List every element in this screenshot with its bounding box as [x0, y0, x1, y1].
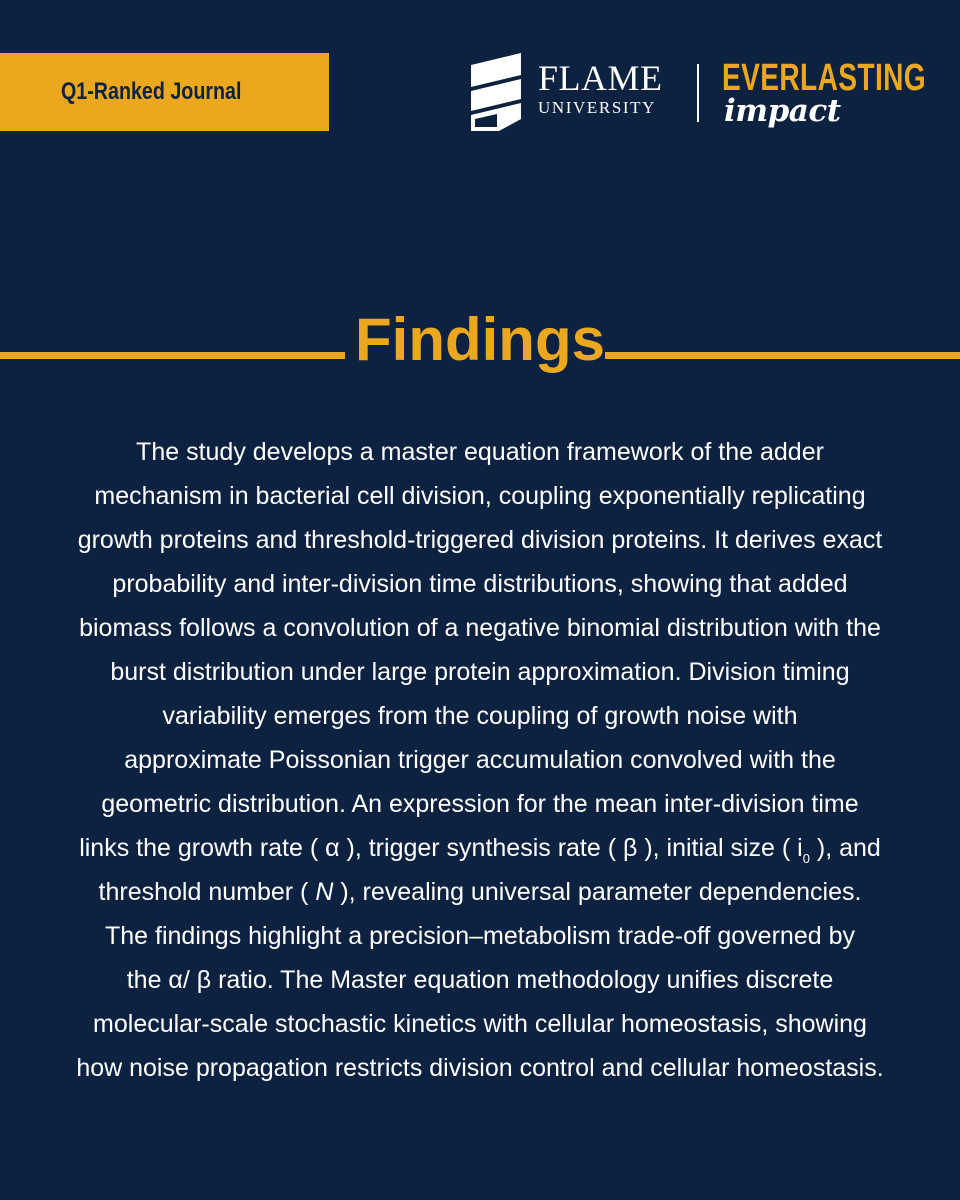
- paragraph-line: variability emerges from the coupling of growth noise with: [162, 702, 798, 730]
- paragraph-line: probability and inter-division time distributions, showing that added: [112, 570, 848, 598]
- paragraph-line: the α/ β ratio. The Master equation methodology unifies discrete: [126, 966, 834, 994]
- paragraph-line: biomass follows a convolution of a negative binomial distribution with the: [79, 614, 881, 642]
- logo-divider: [697, 64, 699, 122]
- page-title: Findings: [355, 306, 605, 373]
- paragraph-line: molecular-scale stochastic kinetics with cellular homeostasis, showing: [93, 1010, 867, 1038]
- paragraph-line: approximate Poissonian trigger accumulation convolved with the: [124, 746, 836, 774]
- university-subtitle: UNIVERSITY: [538, 98, 656, 117]
- paragraph-line: mechanism in bacterial cell division, coupling exponentially replicating: [94, 482, 866, 510]
- findings-paragraph: [28, 430, 932, 1090]
- university-name: FLAME: [538, 58, 663, 98]
- variable-symbol: N: [315, 878, 334, 906]
- campaign-subtitle: impact: [724, 93, 841, 129]
- journal-rank-label: Q1-Ranked Journal: [61, 78, 242, 105]
- campaign-title: EVERLASTING: [722, 57, 927, 99]
- paragraph-line: [28, 826, 932, 870]
- paragraph-text: links the growth rate ( α ), trigger synthesis rate ( β ), initial size ( i: [79, 834, 803, 862]
- journal-rank-badge: [0, 53, 329, 131]
- paragraph-line: [28, 870, 932, 914]
- paragraph-text: threshold number (: [98, 878, 316, 906]
- university-wordmark: [538, 60, 663, 118]
- paragraph-line: The study develops a master equation framework of the adder: [136, 438, 824, 466]
- paragraph-line: geometric distribution. An expression for the mean inter-division time: [101, 790, 859, 818]
- paragraph-line: The findings highlight a precision–metabolism trade-off governed by: [105, 922, 855, 950]
- campaign-wordmark: [722, 57, 960, 129]
- paragraph-line: burst distribution under large protein approximation. Division timing: [110, 658, 850, 686]
- paragraph-line: growth proteins and threshold-triggered division proteins. It derives exact: [77, 526, 883, 554]
- subscript: 0: [802, 851, 810, 866]
- paragraph-text: ), and: [809, 834, 881, 862]
- paragraph-line: how noise propagation restricts division control and cellular homeostasis.: [76, 1054, 884, 1082]
- flame-university-logo-icon: [469, 53, 527, 131]
- paragraph-text: ), revealing universal parameter dependencies.: [333, 878, 862, 906]
